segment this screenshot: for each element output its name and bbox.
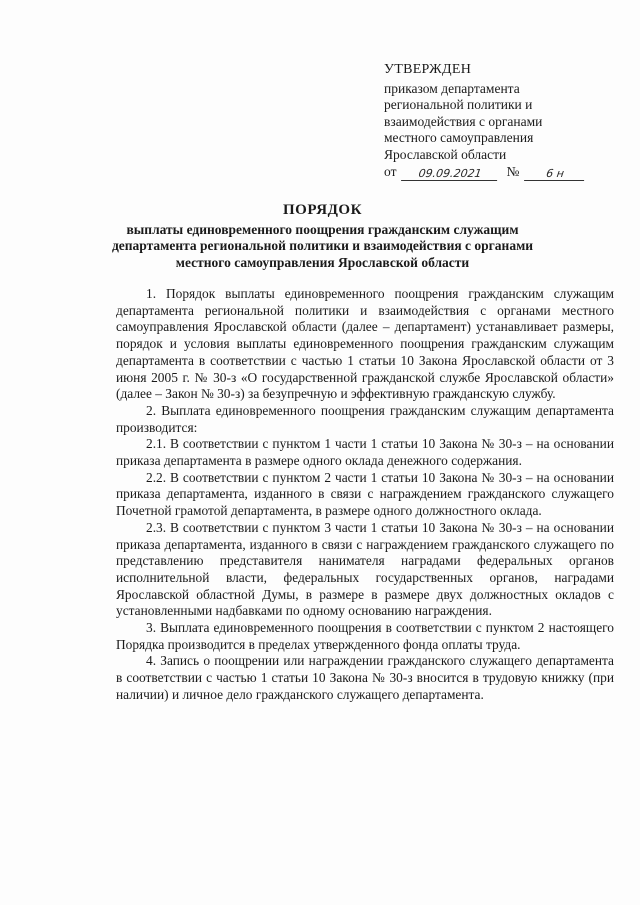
paragraph: 2.1. В соответствии с пунктом 1 части 1 статьи 10 Закона № 30-з – на основании приказа департамента в размере одного оклада денежного содержания. <box>116 436 614 469</box>
approval-line: местного самоуправления <box>384 130 534 145</box>
approval-line: Ярославской области <box>384 146 507 162</box>
paragraph: 2. Выплата единовременного поощрения гражданским служащим департамента производится: <box>116 402 614 435</box>
date-prefix: от <box>384 164 397 179</box>
approval-stamp-block <box>384 62 614 181</box>
approval-title: УТВЕРЖДЕН <box>384 62 472 77</box>
handwritten-number: 6 н <box>524 167 586 181</box>
paragraph: 4. Запись о поощрении или награждении гражданского служащего департамента в соответствии с частью 1 статьи 10 Закона № 30-з вносится в трудовую книжку (при наличии) и личное дело гражданского служащего департамента. <box>116 653 614 702</box>
number-sign: № <box>506 164 520 179</box>
paragraph: 2.2. В соответствии с пунктом 2 части 1 статьи 10 Закона № 30-з – на основании приказа департамента, изданного в связи с награждением гражданского служащего Почетной грамотой департамента, в размере одного должностного оклада. <box>116 469 614 519</box>
document-subtitle: выплаты единовременного поощрения гражданским служащим департамента региональной политики и взаимодействия с органами местного самоуправления Ярославской области <box>111 221 534 270</box>
document-body <box>116 286 614 704</box>
approval-line: региональной политики и <box>384 97 533 112</box>
paragraph: 1. Порядок выплаты единовременного поощрения гражданским служащим департамента региональной политики и взаимодействия с органами местного самоуправления Ярославской области (далее – департамент) устанавливает размеры, порядок и условия выплаты единовременного поощрения гражданским служащим департамента в соответствии с частью 1 статьи 10 Закона Ярославской области от 3 июня 2005 г. № 30-з «О государственной гражданской службе Ярославской области» (далее – Закон № 30-з) за безупречную и эффективную гражданскую службу. <box>116 286 614 402</box>
approval-line: взаимодействия с органами <box>384 113 543 129</box>
document-title-block <box>100 202 545 271</box>
paragraph: 3. Выплата единовременного поощрения в соответствии с пунктом 2 настоящего Порядка производится в пределах утвержденного фонда оплаты труда. <box>116 620 614 652</box>
approval-date-number-line <box>384 164 614 181</box>
document-title: ПОРЯДОК <box>283 202 362 218</box>
handwritten-date: 09.09.2021 <box>402 167 500 181</box>
paragraph: 2.3. В соответствии с пунктом 3 части 1 статьи 10 Закона № 30-з – на основании приказа департамента, изданного в связи с награждением гражданского служащего по представлению представителя нанимателя наградами федеральных органов исполнительной власти, федеральных государственных органов, наградами Ярославской областной Думы, в размере в размере двух должностных окладов с установленными надбавками по одному основанию награждения. <box>116 519 614 619</box>
approval-line: приказом департамента <box>384 80 520 96</box>
